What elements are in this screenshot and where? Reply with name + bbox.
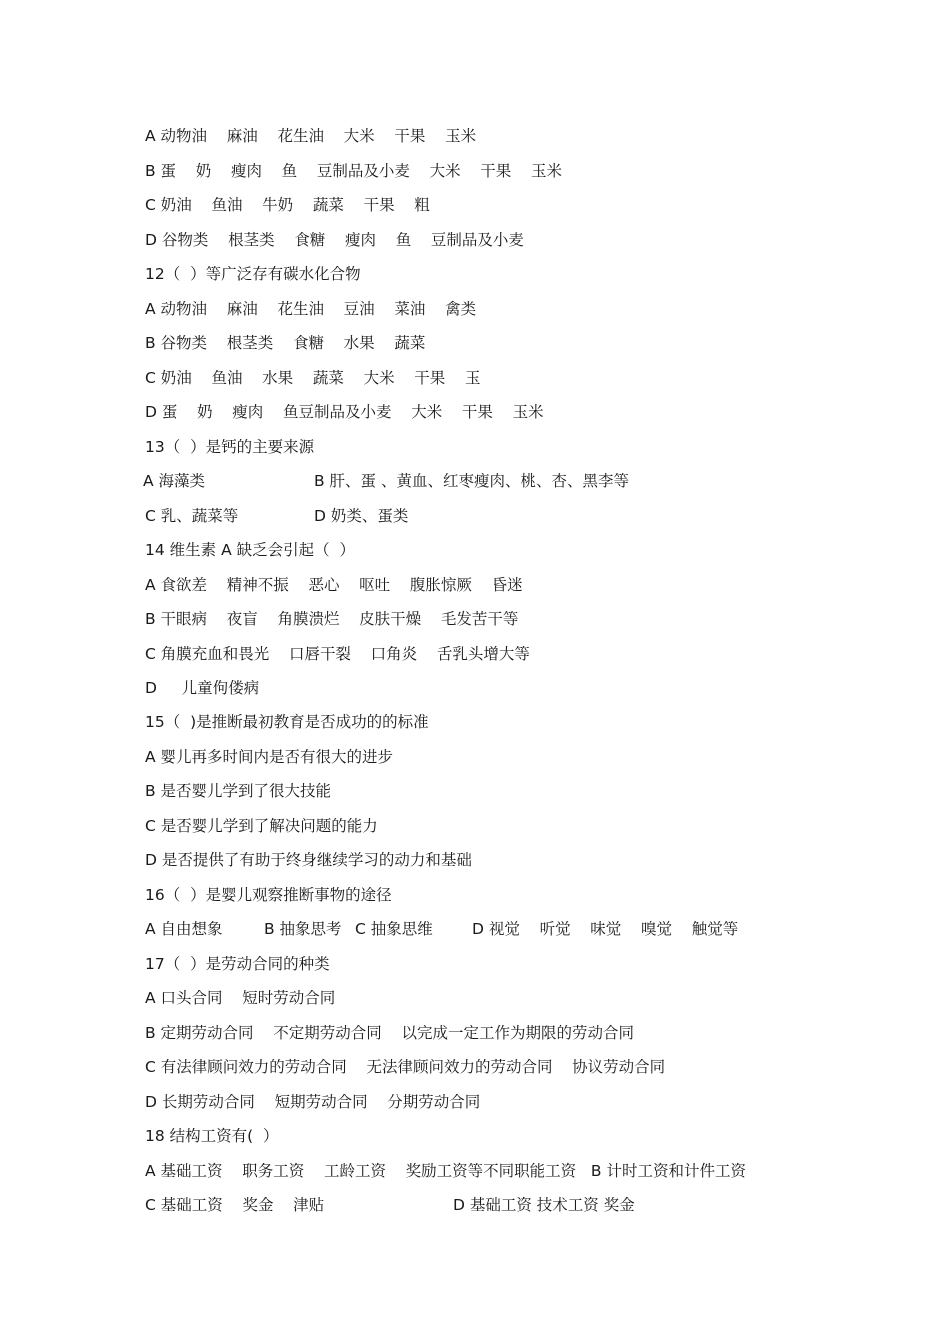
q13-option-b: B 肝、蛋 、黄血、红枣瘦肉、桃、杏、黑李等 xyxy=(314,472,629,490)
q16-option-b: B 抽象思考 xyxy=(264,920,342,938)
option-line: D 儿童佝偻病 xyxy=(145,679,260,697)
option-line: D 蛋 奶 瘦肉 鱼豆制品及小麦 大米 干果 玉米 xyxy=(145,403,544,421)
option-line: A 动物油 麻油 花生油 大米 干果 玉米 xyxy=(145,127,477,145)
question-18: 18 结构工资有( ） xyxy=(145,1127,279,1145)
question-16: 16（ ）是婴儿观察推断事物的途径 xyxy=(145,886,392,904)
option-line: B 定期劳动合同 不定期劳动合同 以完成一定工作为期限的劳动合同 xyxy=(145,1024,634,1042)
option-line: A 口头合同 短时劳动合同 xyxy=(145,989,336,1007)
q13-option-c: C 乳、蔬菜等 xyxy=(145,507,239,525)
q16-option-c: C 抽象思维 xyxy=(355,920,433,938)
question-14: 14 维生素 A 缺乏会引起（ ） xyxy=(145,541,355,559)
option-line: A 食欲差 精神不振 恶心 呕吐 腹胀惊厥 昏迷 xyxy=(145,576,523,594)
question-12: 12（ ）等广泛存有碳水化合物 xyxy=(145,265,361,283)
option-line: C 是否婴儿学到了解决问题的能力 xyxy=(145,817,378,835)
option-line: B 蛋 奶 瘦肉 鱼 豆制品及小麦 大米 干果 玉米 xyxy=(145,162,563,180)
q13-option-a: A 海藻类 xyxy=(143,472,206,490)
q18-option-c: C 基础工资 奖金 津贴 xyxy=(145,1196,325,1214)
option-line: A 基础工资 职务工资 工龄工资 奖励工资等不同职能工资 B 计时工资和计件工资 xyxy=(145,1162,746,1180)
option-line: D 谷物类 根茎类 食糖 瘦肉 鱼 豆制品及小麦 xyxy=(145,231,524,249)
question-15: 15（ )是推断最初教育是否成功的的标准 xyxy=(145,713,429,731)
q16-option-d: D 视觉 听觉 味觉 嗅觉 触觉等 xyxy=(472,920,739,938)
option-line: A 动物油 麻油 花生油 豆油 菜油 禽类 xyxy=(145,300,477,318)
option-line: D 是否提供了有助于终身继续学习的动力和基础 xyxy=(145,851,472,869)
option-line: C 奶油 鱼油 牛奶 蔬菜 干果 粗 xyxy=(145,196,430,214)
option-line: B 谷物类 根茎类 食糖 水果 蔬菜 xyxy=(145,334,426,352)
question-17: 17（ ）是劳动合同的种类 xyxy=(145,955,330,973)
option-line: B 是否婴儿学到了很大技能 xyxy=(145,782,332,800)
option-line: C 角膜充血和畏光 口唇干裂 口角炎 舌乳头增大等 xyxy=(145,645,530,663)
option-line: D 长期劳动合同 短期劳动合同 分期劳动合同 xyxy=(145,1093,481,1111)
q13-option-d: D 奶类、蛋类 xyxy=(314,507,409,525)
q18-option-d: D 基础工资 技术工资 奖金 xyxy=(453,1196,635,1214)
option-line: C 奶油 鱼油 水果 蔬菜 大米 干果 玉 xyxy=(145,369,481,387)
option-line: B 干眼病 夜盲 角膜溃烂 皮肤干燥 毛发苦干等 xyxy=(145,610,519,628)
option-line: A 婴儿再多时间内是否有很大的进步 xyxy=(145,748,394,766)
option-line: C 有法律顾问效力的劳动合同 无法律顾问效力的劳动合同 协议劳动合同 xyxy=(145,1058,666,1076)
question-13: 13（ ）是钙的主要来源 xyxy=(145,438,315,456)
q16-option-a: A 自由想象 xyxy=(145,920,223,938)
